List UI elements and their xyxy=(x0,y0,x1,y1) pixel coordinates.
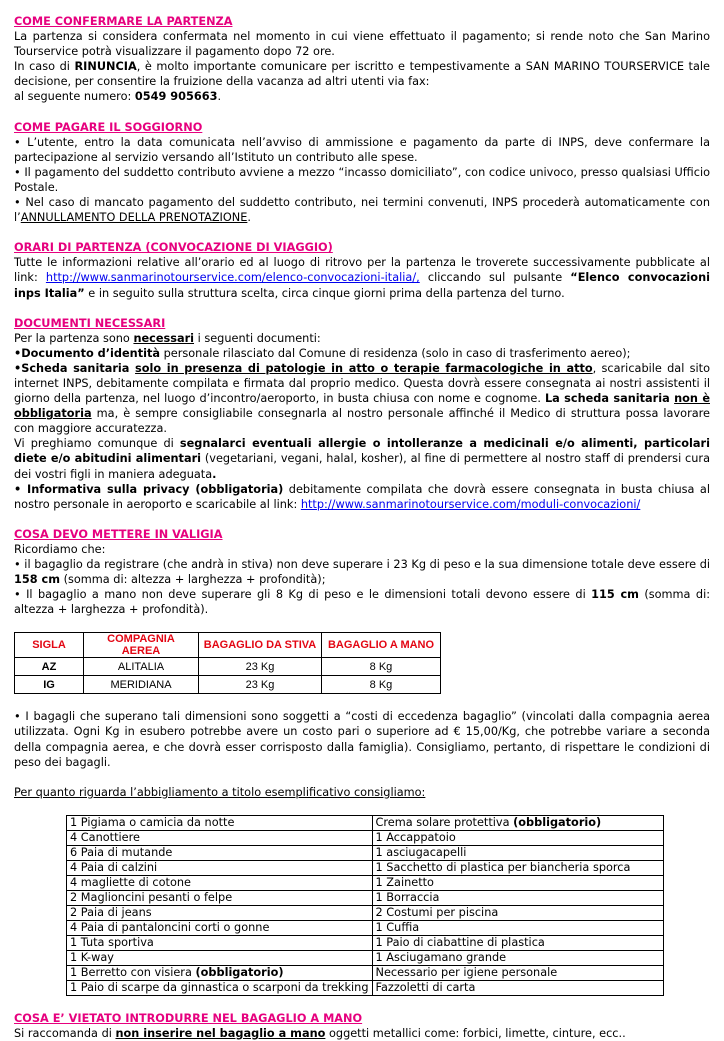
text: Crema solare protettiva xyxy=(375,815,514,829)
column-header: COMPAGNIA AEREA xyxy=(84,633,199,658)
text: al seguente numero: xyxy=(14,90,135,104)
bold-underlined-text: non inserire nel bagaglio a mano xyxy=(115,1026,326,1040)
table-cell: 1 Paio di scarpe da ginnastica o scarponi da trekking xyxy=(67,980,373,995)
underlined-text: ANNULLAMENTO DELLA PRENOTAZIONE xyxy=(20,211,248,225)
text: ma, è sempre consigliabile consegnarla al nostro personale affinché il Medico di struttura possa lavorare con maggiore accuratezza. xyxy=(14,407,710,436)
text: , è molto importante comunicare per iscritto e tempestivamente a SAN MARINO TOURSERVICE tale decisione, per consentire la fruizione della vacanza ad altri utenti via fax: xyxy=(14,60,710,89)
paragraph xyxy=(14,1026,710,1041)
bold-text: segnalarci eventuali allergie o intolleranze a medicinali e/o alimenti, particolari diete e/o abitudini alimentari xyxy=(14,437,710,466)
bold-text: “Elenco convocazioni inps Italia” xyxy=(14,271,710,300)
paragraph xyxy=(14,29,710,59)
bullet xyxy=(14,557,710,587)
table-row xyxy=(67,905,664,920)
table-row xyxy=(15,658,441,676)
text: • Nel caso di mancato pagamento del suddetto contributo, nei termini convenuti, INPS procederà automaticamente con l’ xyxy=(14,196,710,225)
bullet xyxy=(14,361,710,436)
table-cell: 2 Paia di jeans xyxy=(67,905,373,920)
table-cell: 1 Cuffia xyxy=(372,920,663,935)
table-cell: 6 Paia di mutande xyxy=(67,845,373,860)
bold-text: (obbligatorio) xyxy=(513,815,602,829)
table-row xyxy=(67,980,664,995)
bold-text: • Informativa sulla privacy (obbligatoria) xyxy=(14,482,284,496)
text: • il bagaglio da registrare (che andrà in stiva) non deve superare i 23 Kg di peso e la sua dimensione totale deve essere di xyxy=(14,558,710,571)
table-cell: 1 Pigiama o camicia da notte xyxy=(67,815,373,830)
table-cell: 8 Kg xyxy=(322,658,441,676)
bold-text: •Documento d’identità xyxy=(14,346,161,360)
document-page xyxy=(14,14,710,1041)
table-cell: 1 Accappatoio xyxy=(372,830,663,845)
bold-text: 158 cm xyxy=(14,573,60,587)
text: (somma di: altezza + larghezza + profondità); xyxy=(59,573,326,587)
table-row xyxy=(15,676,441,694)
bullet: • I bagagli che superano tali dimensioni sono soggetti a “costi di eccedenza bagaglio” (vincolati dalla compagnia aerea utilizzata. Ogni Kg in esubero potrebbe avere un costo pari o superiore ad € 15,00/Kg, che potrebbe variare a seconda della compagnia aerea, e che dovrà esser corrisposto dalla famiglia). Consigliamo, pertanto, di rispettare le condizioni di peso dei bagagli. xyxy=(14,710,710,769)
paragraph xyxy=(14,89,710,104)
table-cell: 2 Costumi per piscina xyxy=(372,905,663,920)
text: In caso di xyxy=(14,60,75,74)
bullet: • Il pagamento del suddetto contributo avviene a mezzo “incasso domiciliato”, con codice univoco, presso qualsiasi Ufficio Postale. xyxy=(14,165,710,194)
paragraph xyxy=(14,255,710,300)
text: e in seguito sulla struttura scelta, circa cinque giorni prima della partenza del turno. xyxy=(84,286,565,300)
convocazioni-link[interactable]: http://www.sanmarinotourservice.com/elenco-convocazioni-italia/, xyxy=(45,271,420,285)
table-row xyxy=(67,950,664,965)
bold-text: •Scheda sanitaria xyxy=(14,361,136,375)
table-cell: 23 Kg xyxy=(199,676,322,694)
paragraph xyxy=(14,785,710,800)
fax-number: 0549 905663 xyxy=(134,90,218,104)
text: Vi preghiamo comunque di xyxy=(14,437,180,451)
table-row xyxy=(67,965,664,980)
paragraph xyxy=(14,59,710,89)
table-header-row xyxy=(15,633,441,658)
table-cell: 1 Borraccia xyxy=(372,890,663,905)
text: La partenza si considera confermata nel momento in cui viene effettuato il pagamento; si rende noto che San Marino Tourservice potrà visualizzare il pagamento dopo 72 ore. xyxy=(14,30,710,59)
table-row xyxy=(67,875,664,890)
text: cliccando sul pulsante xyxy=(419,271,571,285)
text: i seguenti documenti: xyxy=(194,331,321,345)
table-cell: 8 Kg xyxy=(322,676,441,694)
bold-text: RINUNCIA xyxy=(74,60,137,74)
table-cell: MERIDIANA xyxy=(84,676,199,694)
table-cell: AZ xyxy=(15,658,84,676)
bullet xyxy=(14,587,710,617)
bold-text: 115 cm xyxy=(591,588,639,602)
text: personale rilasciato dal Comune di residenza (solo in caso di trasferimento aereo); xyxy=(160,346,631,360)
table-row xyxy=(67,830,664,845)
text: Si raccomanda di xyxy=(14,1026,116,1040)
table-cell: 1 asciugacapelli xyxy=(372,845,663,860)
bullet xyxy=(14,346,710,361)
section-title-vietato: COSA E’ VIETATO INTRODURRE NEL BAGAGLIO A MANO xyxy=(14,1011,363,1025)
table-cell: 4 Paia di pantaloncini corti o gonne xyxy=(67,920,373,935)
section-title-confermare: COME CONFERMARE LA PARTENZA xyxy=(14,15,233,28)
table-cell: 1 Asciugamano grande xyxy=(372,950,663,965)
table-cell: Fazzoletti di carta xyxy=(372,980,663,995)
table-cell: 1 Sacchetto di plastica per biancheria sporca xyxy=(372,860,663,875)
section-title-documenti: DOCUMENTI NECESSARI xyxy=(14,316,166,330)
text: . xyxy=(217,90,222,104)
bold-text: . xyxy=(212,467,217,481)
table-cell: 1 Tuta sportiva xyxy=(67,935,373,950)
underlined-text: Per quanto riguarda l’abbigliamento a titolo esemplificativo consigliamo: xyxy=(14,785,426,799)
bullet: • L’utente, entro la data comunicata nell’avviso di ammissione e pagamento da parte di INPS, deve confermare la partecipazione al servizio versando all’Istituto un contributo alle spese. xyxy=(14,135,710,164)
table-cell: 4 Canottiere xyxy=(67,830,373,845)
text: debitamente compilata che dovrà essere consegnata in busta chiusa al nostro personale in aeroporto e scaricabile al link: xyxy=(14,482,710,511)
baggage-table xyxy=(14,632,441,694)
table-cell: 1 Zainetto xyxy=(372,875,663,890)
text: , scaricabile dal sito internet INPS, debitamente compilata e firmata dal proprio medico. Questa dovrà essere consegnata ai nostri assistenti il giorno della partenza, nel luogo d’incontro/aeroporto, in busta chiusa con nome e cognome. xyxy=(14,361,710,406)
table-cell: 4 Paia di calzini xyxy=(67,860,373,875)
paragraph xyxy=(14,436,710,481)
table-cell: 23 Kg xyxy=(199,658,322,676)
table-row xyxy=(67,845,664,860)
text: . xyxy=(247,211,251,225)
table-row xyxy=(67,860,664,875)
bold-underlined-text: non è obbligatoria xyxy=(14,392,710,421)
section-title-orari: ORARI DI PARTENZA (CONVOCAZIONE DI VIAGGIO) xyxy=(14,241,333,255)
bold-underlined-text: solo in presenza di patologie in atto o terapie farmacologiche in atto xyxy=(135,361,593,375)
section-title-pagare: COME PAGARE IL SOGGIORNO xyxy=(14,120,203,134)
paragraph: Ricordiamo che: xyxy=(14,542,106,556)
clothing-table xyxy=(66,815,664,996)
table-cell: IG xyxy=(15,676,84,694)
table-row xyxy=(67,815,664,830)
table-cell: ALITALIA xyxy=(84,658,199,676)
text: 1 Berretto con visiera xyxy=(70,965,196,979)
text: • Il bagaglio a mano non deve superare gli 8 Kg di peso e le dimensioni totali devono essere di xyxy=(14,588,592,602)
text: (vegetariani, vegani, halal, kosher), al fine di permettere al nostro staff di prendersi cura dei vostri figli in maniera adeguata xyxy=(14,452,710,481)
table-cell: 4 magliette di cotone xyxy=(67,875,373,890)
table-row xyxy=(67,890,664,905)
moduli-link[interactable]: http://www.sanmarinotourservice.com/moduli-convocazioni/ xyxy=(300,497,641,511)
table-cell: 1 K-way xyxy=(67,950,373,965)
table-cell: 1 Paio di ciabattine di plastica xyxy=(372,935,663,950)
bullet xyxy=(14,482,710,512)
bold-text: La scheda sanitaria xyxy=(544,392,675,406)
text: oggetti metallici come: forbici, limette, cinture, ecc.. xyxy=(325,1026,626,1040)
column-header: SIGLA xyxy=(15,633,84,658)
bold-underlined-text: necessari xyxy=(133,331,195,345)
column-header: BAGAGLIO DA STIVA xyxy=(199,633,322,658)
text: (somma di: altezza + larghezza + profondità). xyxy=(14,588,711,617)
bullet xyxy=(14,195,710,225)
column-header: BAGAGLIO A MANO xyxy=(322,633,441,658)
paragraph xyxy=(14,331,710,346)
section-title-valigia: COSA DEVO METTERE IN VALIGIA xyxy=(14,527,223,541)
table-cell: Necessario per igiene personale xyxy=(372,965,663,980)
table-cell: 2 Maglioncini pesanti o felpe xyxy=(67,890,373,905)
table-row xyxy=(67,935,664,950)
table-row xyxy=(67,920,664,935)
bold-text: (obbligatorio) xyxy=(195,965,284,979)
table-cell xyxy=(372,815,663,830)
text: Per la partenza sono xyxy=(14,331,134,345)
text: Tutte le informazioni relative all’orario ed al luogo di ritrovo per la partenza le troverete successivamente pubblicate al link: xyxy=(14,256,710,285)
table-cell xyxy=(67,965,373,980)
